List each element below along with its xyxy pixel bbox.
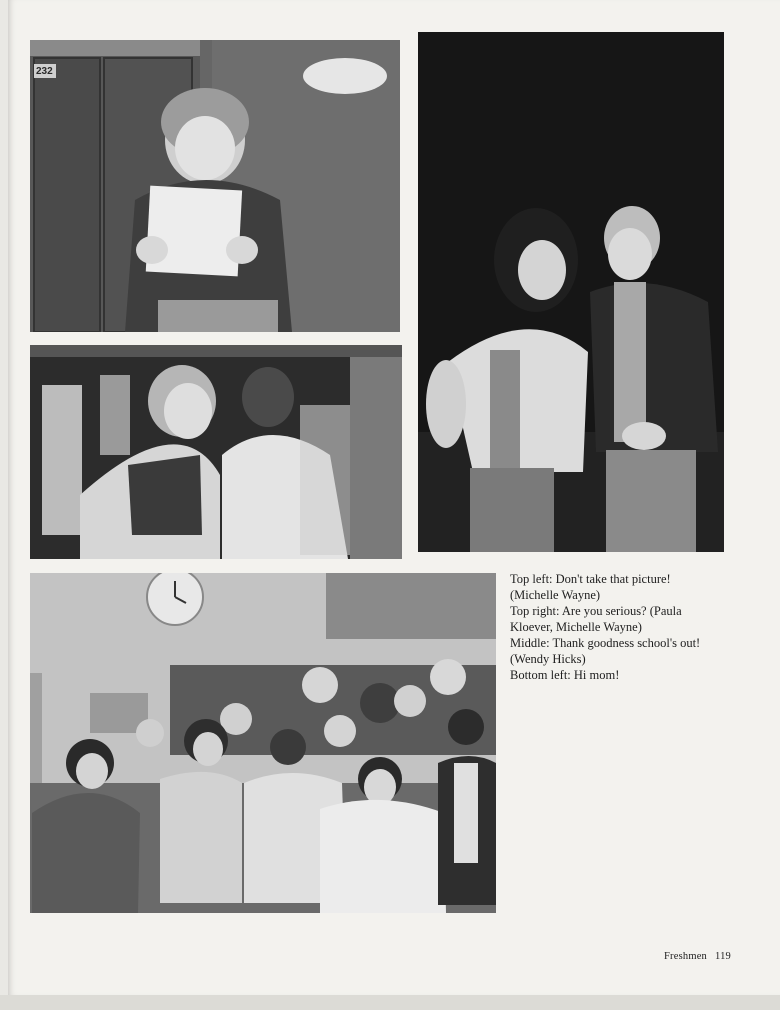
caption-line: Bottom left: Hi mom!	[510, 668, 620, 682]
caption-line: (Michelle Wayne)	[510, 588, 601, 602]
page-number: 119	[715, 951, 731, 962]
locker-number-label: 232	[36, 66, 53, 77]
page-folio	[664, 951, 739, 962]
photo-top-left	[30, 40, 400, 332]
page-bottom-edge	[0, 995, 780, 1010]
photo-captions	[510, 571, 740, 683]
caption-line: Top right: Are you serious? (Paula	[510, 604, 682, 618]
caption-line: Top left: Don't take that picture!	[510, 572, 671, 586]
photo-bottom-left	[30, 573, 496, 913]
photo-top-right	[418, 32, 724, 552]
caption-line: (Wendy Hicks)	[510, 652, 586, 666]
caption-line: Middle: Thank goodness school's out!	[510, 636, 701, 650]
section-name: Freshmen	[664, 951, 708, 962]
photo-middle	[30, 345, 402, 559]
caption-line: Kloever, Michelle Wayne)	[510, 620, 642, 634]
